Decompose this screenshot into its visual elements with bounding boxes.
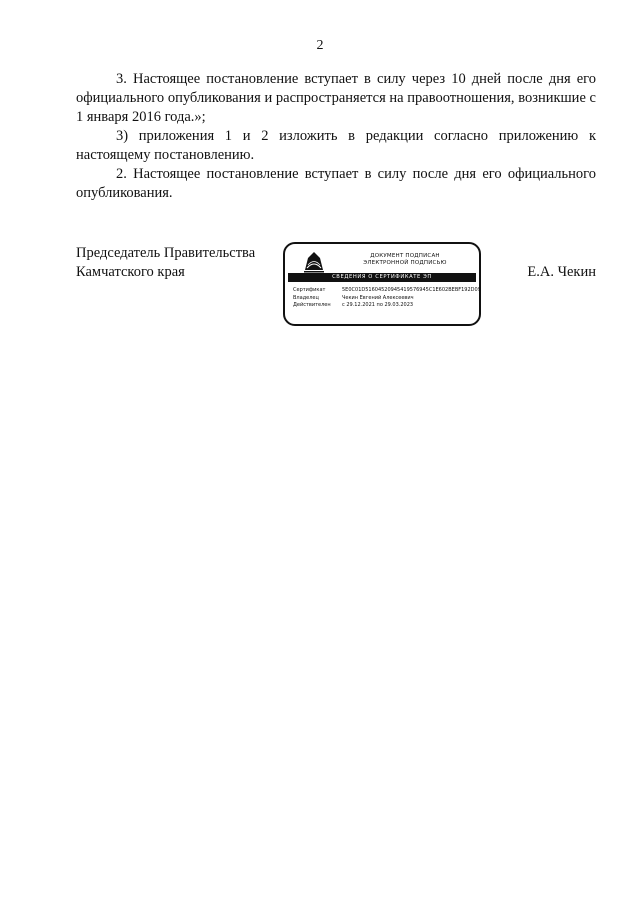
stamp-header — [335, 253, 475, 267]
stamp-row-validity — [293, 302, 481, 310]
signer-title-line1: Председатель Правительства — [76, 245, 256, 261]
signer-name: Е.А. Чекин — [527, 264, 596, 280]
stamp-label: Владелец — [293, 294, 319, 301]
stamp-header-line2: ЭЛЕКТРОННОЙ ПОДПИСЬЮ — [363, 260, 447, 266]
stamp-certificate-bar: СВЕДЕНИЯ О СЕРТИФИКАТЕ ЭП — [288, 273, 476, 282]
signer-title — [76, 244, 255, 282]
paragraph-entry-into-force: 2. Настоящее постановление вступает в силу после дня его официального опубликования. — [76, 166, 596, 201]
stamp-row-owner — [293, 295, 481, 303]
stamp-label: Действителен — [293, 302, 331, 308]
page-number: 2 — [316, 38, 324, 53]
stamp-details — [293, 287, 481, 310]
electronic-signature-stamp — [283, 242, 481, 326]
stamp-value: 5E0C01D51604520945419576945C1E602BEBF192D09 — [342, 287, 481, 293]
stamp-row-certificate — [293, 287, 481, 295]
paragraph-appendices: 3) приложения 1 и 2 изложить в редакции согласно приложению к настоящему постановлению. — [76, 128, 596, 163]
document-body — [76, 70, 596, 203]
stamp-header-line1: ДОКУМЕНТ ПОДПИСАН — [370, 253, 440, 259]
stamp-value: с 29.12.2021 по 29.03.2023 — [342, 302, 414, 308]
stamp-label: Сертификат — [293, 287, 326, 293]
stamp-value: Чекин Евгений Алексеевич — [342, 294, 414, 301]
paragraph-effective-date: 3. Настоящее постановление вступает в силу через 10 дней после дня его официального опубликования и распространяется на правоотношения, возникшие с 1 января 2016 года.»; — [76, 71, 596, 125]
signer-title-line2: Камчатского края — [76, 264, 185, 280]
